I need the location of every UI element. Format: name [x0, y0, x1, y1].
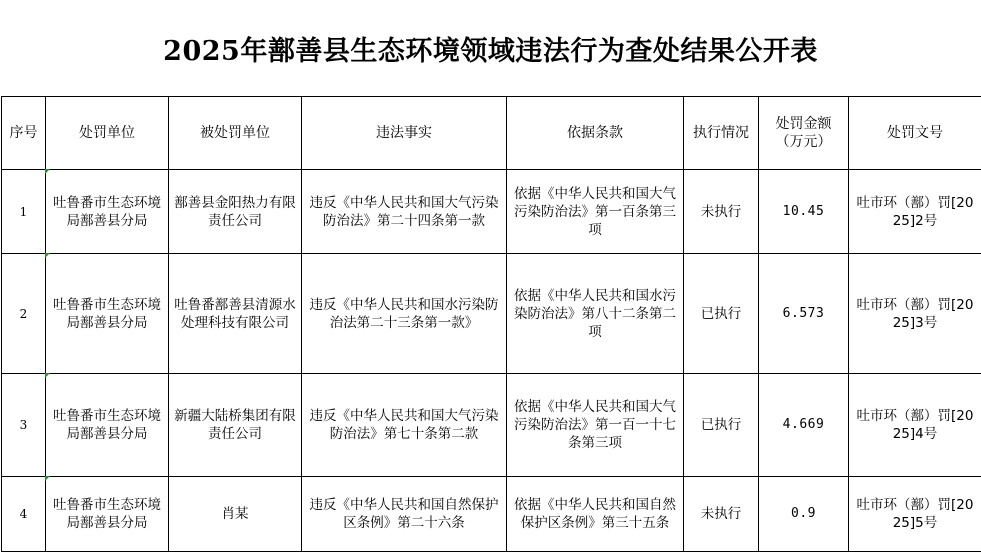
- cell-fact: 违反《中华人民共和国大气污染防治法》第二十四条第一款: [302, 170, 507, 254]
- cell-doc: 吐市环（鄯）罚[2025]5号: [849, 477, 981, 552]
- header-fact: 违法事实: [302, 97, 507, 170]
- cell-no: 2: [2, 254, 46, 374]
- cell-unit-text: 吐鲁番市生态环境局鄯善县分局: [53, 194, 161, 229]
- cell-no: 4: [2, 477, 46, 552]
- cell-basis: 依据《中华人民共和国大气污染防治法》第一百条第三项: [507, 170, 684, 254]
- header-row: [2, 97, 981, 170]
- cell-status: 未执行: [684, 170, 759, 254]
- cell-amount: 0.9: [759, 477, 849, 552]
- cell-amount: 6.573: [759, 254, 849, 374]
- cell-unit: [46, 254, 169, 374]
- comment-marker-icon: [45, 253, 50, 258]
- cell-punished: 肖某: [169, 477, 302, 552]
- cell-basis: 依据《中华人民共和国自然保护区条例》第三十五条: [507, 477, 684, 552]
- cell-amount: 10.45: [759, 170, 849, 254]
- cell-amount: 4.669: [759, 374, 849, 477]
- cell-unit-text: 吐鲁番市生态环境局鄯善县分局: [53, 296, 161, 331]
- table-row: [2, 374, 981, 477]
- cell-punished: 新疆大陆桥集团有限责任公司: [169, 374, 302, 477]
- cell-status: 未执行: [684, 477, 759, 552]
- cell-no: 3: [2, 374, 46, 477]
- table-row: [2, 254, 981, 374]
- cell-punished: 吐鲁番鄯善县清源水处理科技有限公司: [169, 254, 302, 374]
- cell-unit: [46, 477, 169, 552]
- page-title: 2025年鄯善县生态环境领域违法行为查处结果公开表: [163, 35, 818, 67]
- cell-unit-text: 吐鲁番市生态环境局鄯善县分局: [53, 497, 161, 531]
- cell-unit-text: 吐鲁番市生态环境局鄯善县分局: [53, 408, 161, 442]
- header-basis: 依据条款: [507, 97, 684, 170]
- cell-doc: 吐市环（鄯）罚[2025]4号: [849, 374, 981, 477]
- cell-no: 1: [2, 170, 46, 254]
- header-no: 序号: [2, 97, 46, 170]
- cell-basis: 依据《中华人民共和国水污染防治法》第八十二条第二项: [507, 254, 684, 374]
- cell-unit: [46, 170, 169, 254]
- table-row: [2, 477, 981, 552]
- cell-doc: 吐市环（鄯）罚[2025]3号: [849, 254, 981, 374]
- cell-doc: 吐市环（鄯）罚[2025]2号: [849, 170, 981, 254]
- cell-unit: [46, 374, 169, 477]
- table-row: [2, 170, 981, 254]
- cell-fact: 违反《中华人民共和国自然保护区条例》第二十六条: [302, 477, 507, 552]
- cell-punished: 鄯善县金阳热力有限责任公司: [169, 170, 302, 254]
- cell-status: 已执行: [684, 374, 759, 477]
- cell-fact: 违反《中华人民共和国大气污染防治法》第七十条第二款: [302, 374, 507, 477]
- cell-fact: 违反《中华人民共和国水污染防治法第二十三条第一款》: [302, 254, 507, 374]
- header-doc: 处罚文号: [849, 97, 981, 170]
- header-status: 执行情况: [684, 97, 759, 170]
- penalty-table: [1, 96, 981, 552]
- comment-marker-icon: [45, 169, 50, 174]
- cell-basis: 依据《中华人民共和国大气污染防治法》第一百一十七条第三项: [507, 374, 684, 477]
- cell-status: 已执行: [684, 254, 759, 374]
- header-amount: 处罚金额（万元）: [759, 97, 849, 170]
- comment-marker-icon: [45, 476, 50, 481]
- header-punished: 被处罚单位: [169, 97, 302, 170]
- header-unit: 处罚单位: [46, 97, 169, 170]
- comment-marker-icon: [45, 373, 50, 378]
